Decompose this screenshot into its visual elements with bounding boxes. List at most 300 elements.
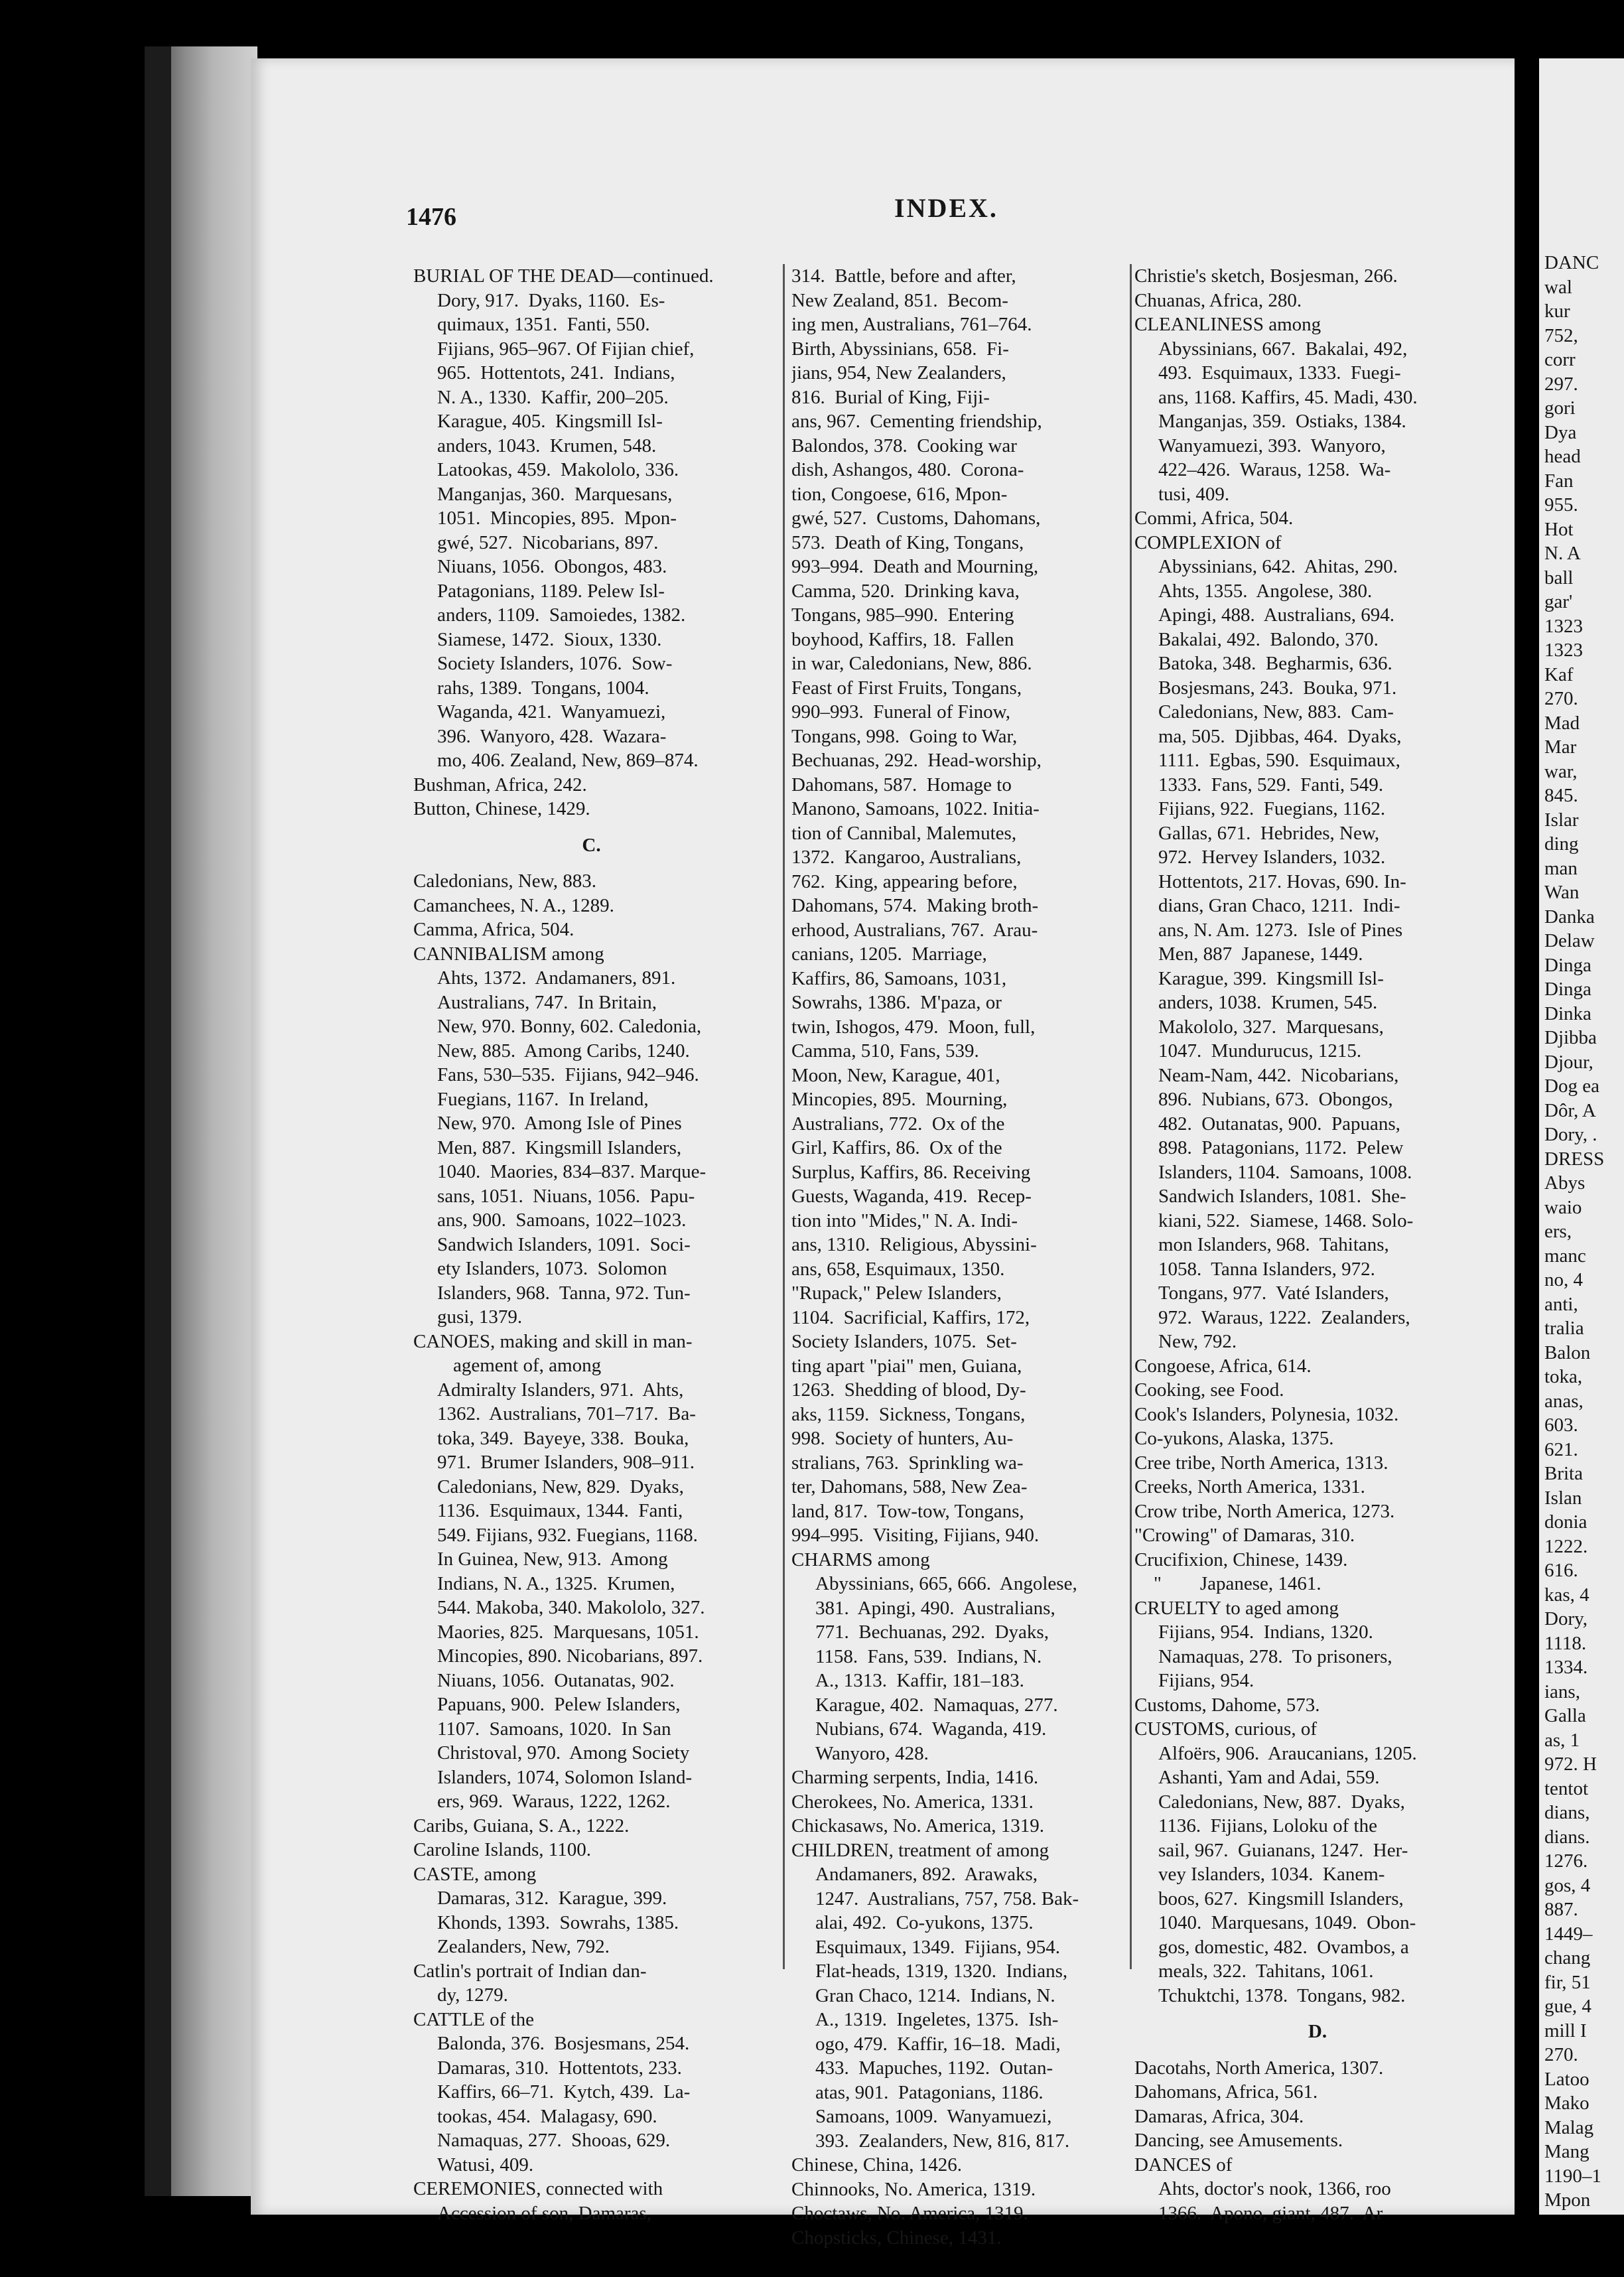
index-line: land, 817. Tow-tow, Tongans, <box>791 1500 1024 1522</box>
index-line: Damaras, 312. Karague, 399. <box>437 1888 667 1909</box>
index-line-fragment: 1222. <box>1544 1535 1588 1557</box>
index-line: 762. King, appearing before, <box>791 870 1018 892</box>
index-line: dians, Gran Chaco, 1211. Indi- <box>1158 895 1400 916</box>
index-line: ing men, Australians, 761–764. <box>791 314 1032 335</box>
index-line: Manono, Samoans, 1022. Initia- <box>791 798 1040 819</box>
index-line: " Japanese, 1461. <box>1134 1573 1321 1594</box>
index-line: Abyssinians, 642. Ahitas, 290. <box>1158 556 1398 577</box>
index-line: boyhood, Kaffirs, 18. Fallen <box>791 628 1014 650</box>
index-line: Caribs, Guiana, S. A., 1222. <box>413 1815 630 1836</box>
index-line-fragment: head <box>1544 446 1581 467</box>
index-line-fragment: kas, 4 <box>1544 1584 1590 1606</box>
index-line: Abyssinians, 665, 666. Angolese, <box>815 1573 1077 1594</box>
index-line: Fijians, 965–967. Of Fijian chief, <box>437 338 695 360</box>
index-line: Apingi, 488. Australians, 694. <box>1158 604 1395 626</box>
index-line-fragment: wal <box>1544 276 1572 298</box>
index-line-fragment: DRESS <box>1544 1148 1605 1170</box>
index-line: Australians, 772. Ox of the <box>791 1113 1005 1135</box>
index-line: Caledonians, New, 883. Cam- <box>1158 701 1394 723</box>
section-letter: D. <box>1308 2021 1327 2042</box>
index-column-1 <box>413 264 770 2225</box>
column-rule-2 <box>1130 264 1132 1969</box>
index-line: 1247. Australians, 757, 758. Bak- <box>815 1888 1079 1909</box>
index-line: dy, 1279. <box>437 1984 508 2006</box>
index-line: Tongans, 985–990. Entering <box>791 604 1014 626</box>
index-line: Accession of son, Damaras, <box>437 2202 651 2224</box>
index-line: tion, Congoese, 616, Mpon- <box>791 483 1008 505</box>
index-line: canians, 1205. Marriage, <box>791 943 987 965</box>
index-line: tookas, 454. Malagasy, 690. <box>437 2105 657 2127</box>
index-line: 972. Waraus, 1222. Zealanders, <box>1158 1306 1410 1328</box>
index-line: Balonda, 376. Bosjesmans, 254. <box>437 2033 690 2054</box>
index-line: 1107. Samoans, 1020. In San <box>437 1718 671 1740</box>
index-line: Fuegians, 1167. In Ireland, <box>437 1088 649 1110</box>
index-line: 965. Hottentots, 241. Indians, <box>437 362 675 383</box>
index-line: CEREMONIES, connected with <box>413 2178 663 2199</box>
index-line: 1333. Fans, 529. Fanti, 549. <box>1158 774 1384 795</box>
index-line: Latookas, 459. Makololo, 336. <box>437 459 679 480</box>
index-line: Islanders, 968. Tanna, 972. Tun- <box>437 1282 691 1304</box>
index-line: Bakalai, 492. Balondo, 370. <box>1158 628 1379 650</box>
index-column-3 <box>1134 264 1501 2225</box>
index-line: 1372. Kangaroo, Australians, <box>791 847 1022 868</box>
index-line: Congoese, Africa, 614. <box>1134 1355 1312 1377</box>
index-line: Society Islanders, 1075. Set- <box>791 1331 1017 1352</box>
index-line-fragment: Djour, <box>1544 1051 1593 1073</box>
index-line: Tchuktchi, 1378. Tongans, 982. <box>1158 1984 1406 2006</box>
index-line-fragment: 1323 <box>1544 615 1583 637</box>
index-line-fragment: Dory, <box>1544 1608 1588 1629</box>
index-line: Sandwich Islanders, 1091. Soci- <box>437 1233 691 1255</box>
index-line-fragment: Mar <box>1544 736 1577 758</box>
index-line-fragment: Balon <box>1544 1342 1591 1363</box>
index-line: 422–426. Waraus, 1258. Wa- <box>1158 459 1391 480</box>
index-line-fragment: ding <box>1544 833 1579 855</box>
index-line: Maories, 825. Marquesans, 1051. <box>437 1621 699 1643</box>
index-line: 549. Fijians, 932. Fuegians, 1168. <box>437 1524 698 1546</box>
index-line: Dancing, see Amusements. <box>1134 2130 1343 2151</box>
index-line-fragment: 972. H <box>1544 1754 1597 1775</box>
index-line: Choctaws, No. America, 1319. <box>791 2203 1028 2224</box>
index-line: Dory, 917. Dyaks, 1160. Es- <box>437 289 665 311</box>
index-line: anders, 1109. Samoiedes, 1382. <box>437 604 686 626</box>
index-line: ogo, 479. Kaffir, 16–18. Madi, <box>815 2033 1061 2055</box>
index-line: Button, Chinese, 1429. <box>413 798 590 819</box>
index-line: ans, 658, Esquimaux, 1350. <box>791 1258 1005 1280</box>
index-line: CLEANLINESS among <box>1134 314 1321 335</box>
index-line-fragment: Dôr, A <box>1544 1099 1596 1121</box>
index-line-fragment: corr <box>1544 349 1576 370</box>
index-line-fragment: anti, <box>1544 1293 1578 1315</box>
index-line: aks, 1159. Sickness, Tongans, <box>791 1403 1026 1425</box>
index-line: 1366. Apono, giant, 487. Ar <box>1158 2202 1383 2224</box>
index-line: Creeks, North America, 1331. <box>1134 1476 1365 1497</box>
index-line-fragment: ball <box>1544 567 1574 588</box>
index-line: Wanyamuezi, 393. Wanyoro, <box>1158 435 1386 456</box>
index-line: Namaquas, 278. To prisoners, <box>1158 1645 1392 1667</box>
index-line: Wanyoro, 428. <box>815 1742 929 1764</box>
index-line: Caledonians, New, 887. Dyaks, <box>1158 1791 1405 1813</box>
index-line: Tongans, 977. Vaté Islanders, <box>1158 1282 1389 1304</box>
index-line: gusi, 1379. <box>437 1306 523 1328</box>
index-line: anders, 1043. Krumen, 548. <box>437 435 657 456</box>
next-page-fragment <box>1539 58 1624 2215</box>
index-line: Papuans, 900. Pelew Islanders, <box>437 1694 681 1715</box>
index-line: A., 1313. Kaffir, 181–183. <box>815 1670 1024 1691</box>
index-line: Cook's Islanders, Polynesia, 1032. <box>1134 1403 1399 1425</box>
index-line-fragment: 955. <box>1544 494 1578 516</box>
index-line: "Rupack," Pelew Islanders, <box>791 1282 1002 1304</box>
index-line-fragment: Djibba <box>1544 1027 1597 1048</box>
index-line: erhood, Australians, 767. Arau- <box>791 919 1038 941</box>
index-line: Moon, New, Karague, 401, <box>791 1064 1000 1086</box>
index-line: Crow tribe, North America, 1273. <box>1134 1500 1395 1522</box>
index-line-fragment: Fan <box>1544 470 1574 492</box>
index-line-fragment: Mako <box>1544 2093 1590 2114</box>
index-line: ers, 969. Waraus, 1222, 1262. <box>437 1791 671 1812</box>
index-line: Ahts, doctor's nook, 1366, roo <box>1158 2178 1391 2199</box>
index-line: New, 792. <box>1158 1331 1237 1352</box>
index-line: gos, domestic, 482. Ovambos, a <box>1158 1936 1409 1958</box>
index-column-2 <box>791 264 1130 2250</box>
index-line: 1136. Fijians, Loloku of the <box>1158 1815 1377 1836</box>
index-line: 994–995. Visiting, Fijians, 940. <box>791 1525 1040 1546</box>
index-line: Damaras, 310. Hottentots, 233. <box>437 2057 682 2079</box>
index-line: Caledonians, New, 829. Dyaks, <box>437 1476 684 1497</box>
index-line: Camanchees, N. A., 1289. <box>413 894 614 916</box>
index-line <box>413 821 770 833</box>
index-line-fragment: man <box>1544 857 1578 879</box>
index-line: 1111. Egbas, 590. Esquimaux, <box>1158 750 1400 771</box>
index-line: ans, 967. Cementing friendship, <box>791 411 1042 432</box>
index-line: quimaux, 1351. Fanti, 550. <box>437 314 650 335</box>
index-line: ans, 1310. Religious, Abyssini- <box>791 1234 1037 1255</box>
index-line-fragment: N. A <box>1544 543 1581 564</box>
index-line: kiani, 522. Siamese, 1468. Solo- <box>1158 1209 1414 1231</box>
index-line: Siamese, 1472. Sioux, 1330. <box>437 628 662 650</box>
index-line: Batoka, 348. Begharmis, 636. <box>1158 653 1392 674</box>
index-line: Bosjesmans, 243. Bouka, 971. <box>1158 677 1397 699</box>
index-line: Guests, Waganda, 419. Recep- <box>791 1186 1032 1207</box>
index-line-fragment: Islar <box>1544 809 1579 831</box>
index-line: BURIAL OF THE DEAD—continued. <box>413 265 714 287</box>
index-line-fragment: Dog ea <box>1544 1075 1599 1097</box>
index-line-fragment: DANC <box>1544 252 1599 273</box>
index-line: Zealanders, New, 792. <box>437 1936 610 1957</box>
index-line: 1058. Tanna Islanders, 972. <box>1158 1258 1375 1280</box>
index-line: 393. Zealanders, New, 816, 817. <box>815 2130 1070 2152</box>
index-line-fragment: fir, 51 <box>1544 1971 1591 1993</box>
index-line-fragment: Hot <box>1544 518 1574 540</box>
index-line: 1158. Fans, 539. Indians, N. <box>815 1645 1042 1667</box>
index-line: Men, 887. Kingsmill Islanders, <box>437 1137 682 1158</box>
spine-shadow <box>145 46 171 2196</box>
index-line-fragment: Islan <box>1544 1487 1582 1509</box>
index-line: agement of, among <box>453 1355 602 1376</box>
index-line: Caroline Islands, 1100. <box>413 1839 591 1860</box>
index-line: Fijians, 922. Fuegians, 1162. <box>1158 798 1386 819</box>
index-line: rahs, 1389. Tongans, 1004. <box>437 677 649 699</box>
index-line-fragment: 845. <box>1544 785 1578 806</box>
index-line: 482. Outanatas, 900. Papuans, <box>1158 1113 1400 1135</box>
index-line: ety Islanders, 1073. Solomon <box>437 1258 667 1279</box>
index-line: CHILDREN, treatment of among <box>791 1839 1049 1861</box>
index-line: Mincopies, 890. Nicobarians, 897. <box>437 1645 703 1667</box>
index-line: Flat-heads, 1319, 1320. Indians, <box>815 1961 1068 1982</box>
index-line: mo, 406. Zealand, New, 869–874. <box>437 750 699 771</box>
index-line: "Crowing" of Damaras, 310. <box>1134 1525 1355 1546</box>
index-line: Gran Chaco, 1214. Indians, N. <box>815 1984 1055 2006</box>
index-line: Chinnooks, No. America, 1319. <box>791 2178 1036 2200</box>
index-line: Islanders, 1074, Solomon Island- <box>437 1766 693 1788</box>
index-line: A., 1319. Ingeletes, 1375. Ish- <box>815 2009 1059 2030</box>
index-line: Fijians, 954. <box>1158 1670 1254 1691</box>
index-line-fragment: Dory, . <box>1544 1124 1597 1145</box>
index-line: Neam-Nam, 442. Nicobarians, <box>1158 1064 1399 1086</box>
index-line: 1051. Mincopies, 895. Mpon- <box>437 508 677 529</box>
index-line: 816. Burial of King, Fiji- <box>791 386 990 408</box>
index-line-fragment: 270. <box>1544 688 1578 709</box>
index-line: CRUELTY to aged among <box>1134 1597 1339 1619</box>
index-line: 573. Death of King, Tongans, <box>791 531 1024 553</box>
index-line <box>1134 2044 1501 2056</box>
index-line: Camma, 510, Fans, 539. <box>791 1040 979 1062</box>
index-line: Balondos, 378. Cooking war <box>791 435 1017 456</box>
index-line: New, 970. Bonny, 602. Caledonia, <box>437 1016 702 1037</box>
column-rule-1 <box>783 264 785 1969</box>
index-line: 896. Nubians, 673. Obongos, <box>1158 1089 1393 1110</box>
index-line-fragment: tentot <box>1544 1777 1589 1799</box>
index-line: Feast of First Fruits, Tongans, <box>791 677 1022 699</box>
index-line: vey Islanders, 1034. Kanem- <box>1158 1864 1385 1885</box>
next-page-column <box>1544 251 1624 2213</box>
index-line-fragment: 1190–1 <box>1544 2165 1601 2187</box>
index-line-fragment: gori <box>1544 397 1576 419</box>
index-line-fragment: tralia <box>1544 1318 1584 1339</box>
index-line: tion of Cannibal, Malemutes, <box>791 822 1017 844</box>
index-line: anders, 1038. Krumen, 545. <box>1158 992 1378 1013</box>
index-line: Fans, 530–535. Fijians, 942–946. <box>437 1064 699 1085</box>
index-line: New Zealand, 851. Becom- <box>791 289 1008 311</box>
index-line: 1047. Mundurucus, 1215. <box>1158 1040 1362 1062</box>
index-line: jians, 954, New Zealanders, <box>791 362 1006 383</box>
index-line: Esquimaux, 1349. Fijians, 954. <box>815 1936 1060 1958</box>
index-line: 493. Esquimaux, 1333. Fuegi- <box>1158 362 1401 383</box>
index-line-fragment: kur <box>1544 301 1570 322</box>
section-letter: C. <box>582 834 601 856</box>
index-line: Tongans, 998. Going to War, <box>791 725 1018 747</box>
index-line: Karague, 405. Kingsmill Isl- <box>437 411 663 432</box>
index-line: 1040. Marquesans, 1049. Obon- <box>1158 1912 1416 1933</box>
index-line: 971. Brumer Islanders, 908–911. <box>437 1452 695 1473</box>
index-line: New, 970. Among Isle of Pines <box>437 1113 682 1134</box>
index-line: Patagonians, 1189. Pelew Isl- <box>437 580 665 602</box>
index-line: In Guinea, New, 913. Among <box>437 1549 668 1570</box>
index-line: Admiralty Islanders, 971. Ahts, <box>437 1379 684 1401</box>
index-line: COMPLEXION of <box>1134 531 1282 553</box>
index-line: Abyssinians, 667. Bakalai, 492, <box>1158 338 1408 360</box>
index-line: Gallas, 671. Hebrides, New, <box>1158 822 1380 844</box>
index-line: Niuans, 1056. Outanatas, 902. <box>437 1669 675 1691</box>
index-line: Camma, Africa, 504. <box>413 919 575 940</box>
index-line-fragment: Galla <box>1544 1705 1586 1726</box>
index-line: Fijians, 954. Indians, 1320. <box>1158 1622 1373 1643</box>
index-line: Bushman, Africa, 242. <box>413 774 587 795</box>
index-line: 1040. Maories, 834–837. Marque- <box>437 1161 707 1182</box>
index-line-fragment: chang <box>1544 1947 1591 1968</box>
index-line: Australians, 747. In Britain, <box>437 991 657 1013</box>
index-line-fragment: ians, <box>1544 1681 1580 1702</box>
index-line: ans, 900. Samoans, 1022–1023. <box>437 1209 687 1231</box>
index-line: Samoans, 1009. Wanyamuezi, <box>815 2106 1052 2127</box>
index-line: 381. Apingi, 490. Australians, <box>815 1597 1055 1619</box>
index-line: stralians, 763. Sprinkling wa- <box>791 1452 1024 1474</box>
index-line: 1136. Esquimaux, 1344. Fanti, <box>437 1500 683 1521</box>
index-line-fragment: dians, <box>1544 1802 1590 1823</box>
index-line: ter, Dahomans, 588, New Zea- <box>791 1476 1028 1497</box>
index-line: Cooking, see Food. <box>1134 1379 1284 1401</box>
index-line: Chopsticks, Chinese, 1431. <box>791 2227 1002 2248</box>
index-line: Dacotahs, North America, 1307. <box>1134 2057 1384 2079</box>
index-line-fragment: mill I <box>1544 2020 1587 2041</box>
index-line: 544. Makoba, 340. Makololo, 327. <box>437 1597 705 1618</box>
index-line: Mincopies, 895. Mourning, <box>791 1089 1008 1110</box>
index-line: Watusi, 409. <box>437 2154 534 2175</box>
index-line-fragment: 1449– <box>1544 1923 1593 1945</box>
index-line: Ahts, 1372. Andamaners, 891. <box>437 967 676 989</box>
index-line: Namaquas, 277. Shooas, 629. <box>437 2130 671 2151</box>
index-line: ans, N. Am. 1273. Isle of Pines <box>1158 919 1403 941</box>
index-line-fragment: 752, <box>1544 324 1578 346</box>
index-line: sans, 1051. Niuans, 1056. Papu- <box>437 1185 695 1207</box>
index-line: Sowrahs, 1386. M'paza, or <box>791 992 1002 1013</box>
index-line: twin, Ishogos, 479. Moon, full, <box>791 1016 1036 1038</box>
index-line: CANOES, making and skill in man- <box>413 1330 693 1352</box>
index-line-fragment: gue, 4 <box>1544 1996 1591 2017</box>
index-line: Kaffirs, 86, Samoans, 1031, <box>791 967 1007 989</box>
index-line-fragment: donia <box>1544 1511 1588 1533</box>
index-line: Damaras, Africa, 304. <box>1134 2105 1304 2127</box>
index-line: Camma, 520. Drinking kava, <box>791 580 1020 602</box>
index-line: Crucifixion, Chinese, 1439. <box>1134 1549 1348 1570</box>
index-line: boos, 627. Kingsmill Islanders, <box>1158 1888 1404 1909</box>
index-line-fragment: Dinka <box>1544 1002 1591 1024</box>
index-line-fragment: waio <box>1544 1196 1582 1218</box>
index-line <box>413 857 770 869</box>
index-line: Commi, Africa, 504. <box>1134 508 1294 529</box>
index-line-fragment: 1276. <box>1544 1850 1588 1872</box>
index-line: Dahomans, 587. Homage to <box>791 774 1012 795</box>
index-line-fragment: manc <box>1544 1245 1586 1267</box>
index-line: Ahts, 1355. Angolese, 380. <box>1158 580 1373 602</box>
index-line-fragment: 270. <box>1544 2044 1578 2065</box>
index-line-fragment: 1118. <box>1544 1632 1587 1654</box>
index-line: Karague, 399. Kingsmill Isl- <box>1158 967 1384 989</box>
index-line: Society Islanders, 1076. Sow- <box>437 653 673 674</box>
index-line: Kaffirs, 66–71. Kytch, 439. La- <box>437 2081 691 2103</box>
index-line: Sandwich Islanders, 1081. She- <box>1158 1186 1406 1207</box>
index-line-fragment: 1323 <box>1544 640 1583 661</box>
index-line: Chinese, China, 1426. <box>791 2154 962 2175</box>
index-line <box>1134 2008 1501 2020</box>
index-line-fragment: 621. <box>1544 1438 1578 1460</box>
index-line-fragment: dians. <box>1544 1826 1590 1848</box>
index-line: dish, Ashangos, 480. Corona- <box>791 459 1024 480</box>
index-line: Bechuanas, 292. Head-worship, <box>791 750 1042 771</box>
index-line: Girl, Kaffirs, 86. Ox of the <box>791 1137 1002 1158</box>
index-line: Cherokees, No. America, 1331. <box>791 1791 1034 1813</box>
index-line: ma, 505. Djibbas, 464. Dyaks, <box>1158 725 1402 747</box>
index-line: alai, 492. Co-yukons, 1375. <box>815 1912 1034 1933</box>
index-line: Dahomans, Africa, 561. <box>1134 2081 1318 2103</box>
index-line-fragment: Dinga <box>1544 954 1591 976</box>
index-line: Makololo, 327. Marquesans, <box>1158 1016 1384 1038</box>
index-line-fragment: Danka <box>1544 906 1595 928</box>
index-line: 998. Society of hunters, Au- <box>791 1428 1014 1449</box>
index-line-fragment: Delaw <box>1544 930 1595 951</box>
index-line: Hottentots, 217. Hovas, 690. In- <box>1158 870 1406 892</box>
index-line-fragment: Kaf <box>1544 663 1574 685</box>
index-line: 433. Mapuches, 1192. Outan- <box>815 2057 1053 2079</box>
index-line: Indians, N. A., 1325. Krumen, <box>437 1572 675 1594</box>
index-line: Christie's sketch, Bosjesman, 266. <box>1134 265 1398 287</box>
index-line-fragment: Mpon <box>1544 2189 1591 2211</box>
index-line: Islanders, 1104. Samoans, 1008. <box>1158 1161 1412 1183</box>
index-line: gwé, 527. Nicobarians, 897. <box>437 531 659 553</box>
index-line: Co-yukons, Alaska, 1375. <box>1134 1428 1334 1449</box>
index-line: toka, 349. Bayeye, 338. Bouka, <box>437 1427 689 1449</box>
index-line: 1104. Sacrificial, Kaffirs, 172, <box>791 1306 1030 1328</box>
index-line: in war, Caledonians, New, 886. <box>791 653 1032 674</box>
index-line: sail, 967. Guianans, 1247. Her- <box>1158 1839 1408 1861</box>
index-line: Andamaners, 892. Arawaks, <box>815 1864 1038 1885</box>
index-line: Manganjas, 359. Ostiaks, 1384. <box>1158 411 1406 432</box>
index-line: tion into "Mides," N. A. Indi- <box>791 1209 1018 1231</box>
index-line: New, 885. Among Caribs, 1240. <box>437 1040 690 1062</box>
index-line-fragment: Wan <box>1544 882 1580 903</box>
index-line: Caledonians, New, 883. <box>413 870 596 892</box>
index-line-fragment: Mang <box>1544 2141 1590 2162</box>
index-line-fragment: toka, <box>1544 1366 1583 1387</box>
index-line-fragment: 887. <box>1544 1899 1578 1920</box>
index-line: N. A., 1330. Kaffir, 200–205. <box>437 386 669 408</box>
index-line: CANNIBALISM among <box>413 943 604 965</box>
index-line: 314. Battle, before and after, <box>791 265 1016 287</box>
index-line-fragment: no, 4 <box>1544 1269 1583 1290</box>
index-line-fragment: as, 1 <box>1544 1729 1580 1751</box>
index-line: atas, 901. Patagonians, 1186. <box>815 2081 1044 2103</box>
index-line: Niuans, 1056. Obongos, 483. <box>437 556 667 577</box>
index-line: Nubians, 674. Waganda, 419. <box>815 1718 1047 1740</box>
index-line: Chuanas, Africa, 280. <box>1134 289 1302 311</box>
index-line-fragment: gar' <box>1544 591 1573 612</box>
index-line: CUSTOMS, curious, of <box>1134 1718 1317 1740</box>
index-line-fragment: Abys <box>1544 1172 1586 1194</box>
index-line: Karague, 402. Namaquas, 277. <box>815 1694 1058 1716</box>
index-line: ting apart "piai" men, Guiana, <box>791 1355 1022 1377</box>
index-line: 1263. Shedding of blood, Dy- <box>791 1379 1026 1401</box>
index-line-fragment: Mad <box>1544 712 1580 734</box>
index-line: 993–994. Death and Mourning, <box>791 556 1039 577</box>
index-line-fragment: anas, <box>1544 1390 1584 1412</box>
index-line: tusi, 409. <box>1158 483 1230 505</box>
index-line-fragment: ers, <box>1544 1221 1572 1242</box>
index-line: Dahomans, 574. Making broth- <box>791 895 1039 916</box>
index-line: 972. Hervey Islanders, 1032. <box>1158 847 1386 868</box>
index-line: 396. Wanyoro, 428. Wazara- <box>437 725 667 747</box>
index-line: Alfoërs, 906. Araucanians, 1205. <box>1158 1742 1417 1764</box>
page-title: INDEX. <box>894 193 998 223</box>
